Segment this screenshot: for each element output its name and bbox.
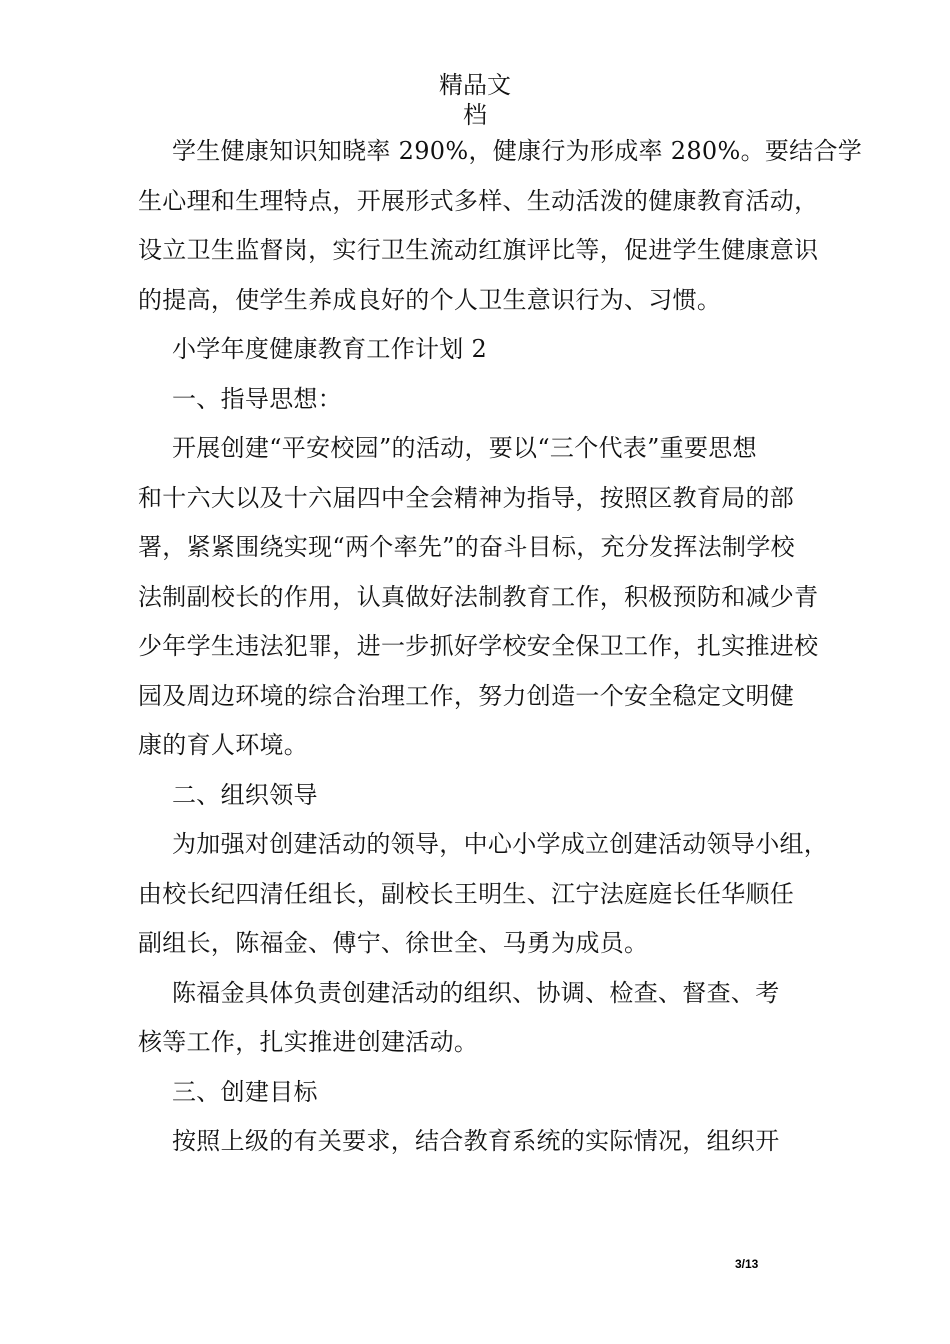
page-number: 3/13 <box>735 1257 759 1271</box>
text-line: 园及周边环境的综合治理工作，努力创造一个安全稳定文明健 <box>138 681 795 710</box>
section-heading <box>138 771 838 821</box>
text-line: 陈福金具体负责创建活动的组织、协调、检查、督查、考 <box>172 978 780 1007</box>
text-line: 三、创建目标 <box>172 1077 318 1106</box>
text-line: 副组长，陈福金、傅宁、徐世全、马勇为成员。 <box>138 929 649 957</box>
document-body <box>138 127 863 1167</box>
text-line: 康的育人环境。 <box>138 731 309 759</box>
text-line: 少年学生违法犯罪，进一步抓好学校安全保卫工作，扎实推进校 <box>138 632 819 660</box>
text-line: 法制副校长的作用，认真做好法制教育工作，积极预防和减少青 <box>138 582 819 611</box>
paragraph <box>138 1117 838 1167</box>
text-line: 和十六大以及十六届四中全会精神为指导，按照区教育局的部 <box>138 483 795 512</box>
section-heading <box>138 375 838 425</box>
section-title <box>138 325 838 375</box>
text-line: 设立卫生监督岗，实行卫生流动红旗评比等，促进学生健康意识 <box>138 236 819 264</box>
paragraph <box>138 424 838 771</box>
text-line: 开展创建“平安校园”的活动，要以“三个代表”重要思想 <box>172 434 757 462</box>
text-line: 二、组织领导 <box>172 780 318 809</box>
paragraph <box>138 820 838 969</box>
text-line: 的提高，使学生养成良好的个人卫生意识行为、习惯。 <box>138 285 722 314</box>
text-line: 核等工作，扎实推进创建活动。 <box>138 1028 479 1056</box>
section-heading <box>138 1068 838 1118</box>
document-header <box>0 70 950 130</box>
text-line: 署，紧紧围绕实现“两个率先”的奋斗目标，充分发挥法制学校 <box>138 533 795 561</box>
paragraph <box>138 969 838 1068</box>
paragraph <box>138 127 863 325</box>
text-line: 一、指导思想： <box>172 384 343 413</box>
text-line: 按照上级的有关要求，结合教育系统的实际情况，组织开 <box>172 1127 780 1155</box>
header-line-2: 档 <box>463 101 487 129</box>
text-line: 生心理和生理特点，开展形式多样、生动活泼的健康教育活动， <box>138 186 819 215</box>
text-line: 学生健康知识知晓率 290%，健康行为形成率 280%。要结合学 <box>172 137 863 165</box>
text-line: 小学年度健康教育工作计划 2 <box>172 335 488 363</box>
text-line: 由校长纪四清任组长，副校长王明生、江宁法庭庭长任华顺任 <box>138 879 795 908</box>
header-line-1: 精品文 <box>439 71 511 99</box>
text-line: 为加强对创建活动的领导，中心小学成立创建活动领导小组， <box>172 830 829 858</box>
